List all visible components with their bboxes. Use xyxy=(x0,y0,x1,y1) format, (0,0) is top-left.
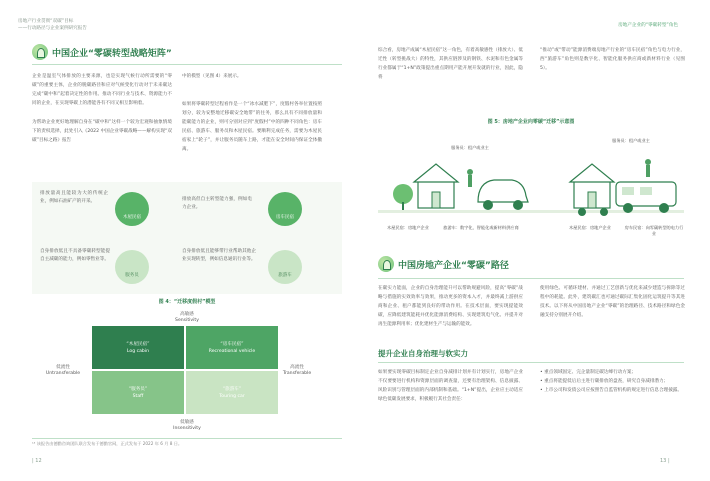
tree-left xyxy=(393,184,413,204)
left-col2-p1: 中的模型（见图 4）来展示。 xyxy=(182,74,242,79)
right-s2-col1: 在碳实力能面，企业的自身治理能升可以帮助规避风险，提高“零碳”战略与措施的实效效率与效果，推动更多的资本入才，并最终减上游供应商和企业、租户都能到良好的带动作用。在技术层面，要实现提能效碳，应降低建筑能耗并优化能源消费结构、实现建筑电气化、并提升对再生能源利用率；优化建材生产与运输的能效。 xyxy=(378,286,523,327)
role-4-text: 自身排放低且能够带行业帮助其他企业实现转型，例如信息通讯行业等。 xyxy=(182,249,256,262)
footnote: ¹³ 该报告由德勤咨询团队联合发布于德勤官网，正式发布于 2022 年 6 月 8 日。 xyxy=(32,441,183,446)
role-1-badge-label: 木屋民宿 xyxy=(123,215,141,220)
quadrant-log-cabin xyxy=(92,326,184,369)
bullet-item: • 重点将能提低后后主进行碳排放的盘查，研究自身减排潜力； xyxy=(540,379,669,384)
fig5-title: 图 5：房地产企业向零碳“迁移”示意图 xyxy=(487,119,575,125)
bullet-2: 重点将能提低后后主进行碳排放的盘查，研究自身减排潜力； xyxy=(544,379,669,384)
bullet-1: 重点领域固定、完企量制定碳达峰行动方案； xyxy=(544,370,637,375)
quadrant-rv xyxy=(186,326,278,369)
matrix-top-axis: 高敏感 Sensitivity xyxy=(175,312,199,323)
bulb-icon-2 xyxy=(378,256,394,272)
role-2-badge-label: 房车民宿 xyxy=(276,215,294,220)
quadrant-rv-label: “房车民宿” Recreational vehicle xyxy=(208,341,256,354)
fig5-caption-4: 房车民宿：向零碳转型的电力行业 xyxy=(624,225,684,236)
right-section-title-text: 中国房地产企业“零碳”路径 xyxy=(398,260,509,271)
matrix-right-axis: 高流性 Transferable xyxy=(282,365,312,376)
right-s3-col1: 如果要实现零碳目标制定企业自身减排计划并有计划实行，房地产企业不仅要要进行机构和资源层面的调查量，还要有治理架构、信息披露、风险识别与管理层面的内部机制和基础。“1+N”提出，企业应主动适应绿色低碳发展要求，积极履行其社会责任： xyxy=(378,370,523,402)
fig5-right-server: 服务员：租户或业主 xyxy=(612,138,650,143)
role-3-badge-label: 服务员 xyxy=(125,273,139,278)
fig5-caption-2: 旅游车：数字化、智能化或新材料供应商 xyxy=(443,225,519,230)
bullet-3: 上市公司和发债公司应按照告自监管机构的规定进行信息合理披露。 xyxy=(544,388,682,393)
quadrant-log-cabin-label: “木屋民宿” Log cabin xyxy=(126,341,150,354)
fig5-illustration xyxy=(378,152,684,222)
bulb-icon xyxy=(32,44,48,60)
role-2-text: 排放高但自主转型能力强，例如电力企业。 xyxy=(182,197,252,210)
right-section-title xyxy=(378,256,509,272)
car-left xyxy=(478,180,528,202)
rv-badge xyxy=(268,192,302,226)
left-section-title-text: 中国企业“零碳转型战略矩阵” xyxy=(52,48,172,59)
quadrant-staff xyxy=(92,371,184,414)
role-1-text: 排放量高且能较为大的传统企业，例如石油矿产的开采。 xyxy=(40,191,108,204)
left-col1-p1: 企业是温室气体排放的主要来源，也是实现气候行动所需要的“零碳”的重要主体，企业的脱碳路径和应对气候变化行动对于未来碳达完成“碳中和”起着决定性的作用。推动不同行业与技术、资源能力不同的企业，在实现零碳上的潜能各有不同又相互影响着。 xyxy=(32,74,172,106)
page-number-right: 13 | xyxy=(660,458,670,464)
footnote-divider xyxy=(32,438,342,439)
role-3-text: 自身排放低且不具备零碳转型能提自主减碳的能力，例如零售业等。 xyxy=(40,249,110,262)
right-s2-col2: 使用绿色、可循环建材、并通过工艺创新与优化来减少建造与拆除等过程中的耗能。此外，建筑碳汇也可通过碳际汇集化固化运筑提升等其进技术。以下将从中国房地产企业“零碳”的治理路径、技术路径和绿色金融支持分别展开介绍。 xyxy=(540,286,685,318)
divider-2 xyxy=(378,278,684,279)
quadrant-staff-label: “服务员” Staff xyxy=(128,386,148,399)
left-col2-p2: 如果将零碳转型过程看作是一个“冰水减肥下”，度假村各举位置按照划分，较为安整地迁移碳安全地带”的往务，那么具有不同排放量和能碳能力的企业，则可分别对应到“度假村”中的四种不同角色：房车民宿、旅游车、服务员和木屋民宿。要顺利完成任务，需要为木屋民宿家上“轮子”，并让服务员随车上路，才能在安全时间内保证全体撤离。 xyxy=(182,102,322,152)
header-left xyxy=(18,18,87,32)
fig5-caption-3: 木屋民宿：房地产企业 xyxy=(569,225,611,230)
fig4-title: 图 4：“迁移度假村”模型 xyxy=(158,299,216,305)
fig5-left-server: 服务员：租户或业主 xyxy=(451,145,489,150)
server-person-left xyxy=(468,175,472,187)
quadrant-touring-car-label: “旅游车” Touring car xyxy=(219,386,245,399)
bullet-item: • 重点领域固定、完企量制定碳达峰行动方案； xyxy=(540,370,637,375)
right-intro-col2: “推动”或“带动”能源消费端房地产行业的“房车民宿”角色与电力行业，西“旅游车”角色则是数字化、智能化服务供应商或新材料行业（见图 5）。 xyxy=(540,48,685,71)
matrix-bottom-axis: 低敏感 Insensitivity xyxy=(173,420,201,431)
right-s3-bullets xyxy=(540,368,685,395)
server-person-right xyxy=(646,165,650,177)
log-cabin-badge xyxy=(115,192,149,226)
bullet-item: • 上市公司和发债公司应按照告自监管机构的规定进行信息合理披露。 xyxy=(540,388,682,393)
right-intro-col1: 综合看，房地产成属“木屋民宿”这一角色，有着高敏感性（排放大）、低迁性（转型挑战大）的特性，其供应链涉及的钢铁、水泥和有色金属等行业都属于“1+N”政策提出重点期用产能开展开发就的行业，因此，隐将 xyxy=(378,48,523,80)
fig5-caption-1: 木屋民宿：房地产企业 xyxy=(387,225,429,230)
touring-car-badge xyxy=(268,250,302,284)
header-right: 房地产企业的“零碳转型”角色 xyxy=(618,23,678,28)
right-sub-title: 提升企业自身治理与软实力 xyxy=(378,349,468,358)
role-4-badge-label: 旅游车 xyxy=(278,273,292,278)
staff-badge xyxy=(115,250,149,284)
header-left-line2: ——行动路径与企业案例研究报告 xyxy=(18,26,87,31)
header-left-line1: 房地产行业贯彻“双碳”目标 xyxy=(18,19,74,24)
quadrant-touring-car xyxy=(186,371,278,414)
divider xyxy=(32,64,342,65)
page-number-left: | 12 xyxy=(32,458,42,464)
matrix-left-axis: 低流性 Untransferable xyxy=(45,365,81,376)
divider-3 xyxy=(378,362,684,363)
left-section-title xyxy=(32,44,172,60)
left-col1-p2: 为帮助企业更好地理解自身在“碳中和”这样一个较为宏观和抽象情境下的责权选择，此处引入《2022 中国企业零碳战略——解构实现“双碳”目标之路》报告 xyxy=(32,120,172,143)
